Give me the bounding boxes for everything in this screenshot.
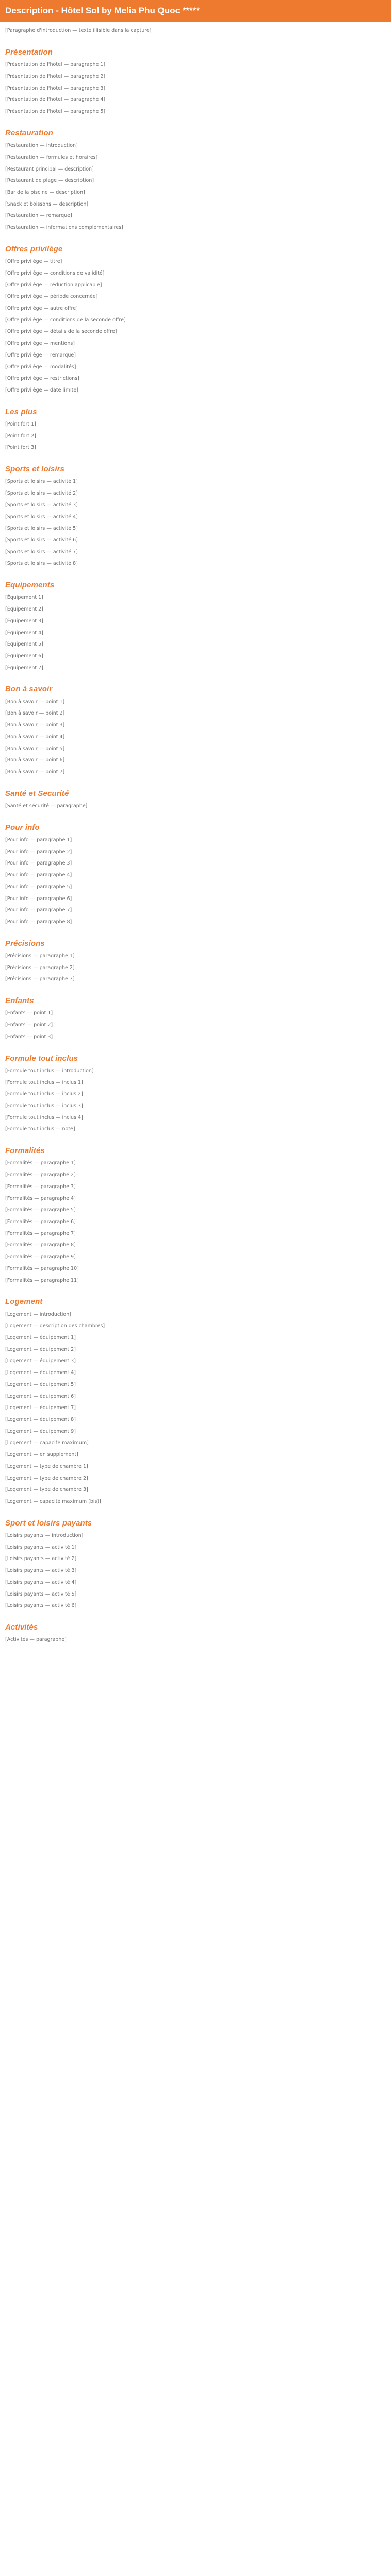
section-paragraph: [Formalités — paragraphe 5]	[5, 1207, 76, 1213]
section-paragraph: [Activités — paragraphe]	[5, 1637, 67, 1643]
section-paragraph: [Formalités — paragraphe 7]	[5, 1230, 76, 1236]
section-title: Bon à savoir	[5, 685, 53, 694]
section-paragraph: [Offre privilège — remarque]	[5, 352, 76, 358]
section-paragraph: [Logement — capacité maximum (bis)]	[5, 1499, 101, 1504]
section-paragraph: [Logement — équipement 6]	[5, 1393, 76, 1399]
section-paragraph: [Offre privilège — réduction applicable]	[5, 282, 102, 288]
section-paragraph: [Bon à savoir — point 3]	[5, 722, 65, 728]
section-paragraph: [Pour info — paragraphe 8]	[5, 919, 72, 925]
section-paragraph: [Loisirs payants — activité 3]	[5, 1568, 77, 1574]
section-paragraph: [Formalités — paragraphe 3]	[5, 1183, 76, 1190]
section-paragraph: [Formalités — paragraphe 9]	[5, 1254, 76, 1260]
section-paragraph: [Sports et loisirs — activité 7]	[5, 549, 78, 555]
section-paragraph: [Restaurant de plage — description]	[5, 178, 94, 184]
section-paragraph: [Précisions — paragraphe 3]	[5, 976, 75, 982]
section-sports	[5, 463, 386, 568]
section-paragraph: [Enfants — point 1]	[5, 1010, 53, 1016]
section-title: Equipements	[5, 581, 55, 590]
section-title: Logement	[5, 1297, 43, 1307]
section-paragraph: [Enfants — point 2]	[5, 1022, 53, 1028]
section-paragraph: [Loisirs payants — activité 4]	[5, 1579, 77, 1585]
section-paragraph: [Formule tout inclus — inclus 3]	[5, 1103, 83, 1109]
section-title: Formalités	[5, 1146, 45, 1156]
section-equipements	[5, 579, 386, 672]
section-paragraph: [Offre privilège — restrictions]	[5, 376, 79, 382]
section-paragraph: [Logement — capacité maximum]	[5, 1440, 89, 1446]
section-paragraph: [Pour info — paragraphe 2]	[5, 849, 72, 855]
section-title: Précisions	[5, 939, 45, 948]
section-bonasavoir	[5, 683, 386, 776]
section-activites	[5, 1621, 386, 1644]
section-paragraph: [Logement — équipement 1]	[5, 1334, 76, 1341]
section-paragraph: [Équipement 6]	[5, 653, 43, 659]
section-paragraph: [Formalités — paragraphe 8]	[5, 1242, 76, 1248]
section-offres	[5, 243, 386, 395]
section-paragraph: [Présentation de l'hôtel — paragraphe 1]	[5, 62, 106, 68]
section-paragraph: [Sports et loisirs — activité 6]	[5, 537, 78, 544]
section-title: Enfants	[5, 996, 34, 1006]
section-paragraph: [Enfants — point 3]	[5, 1033, 53, 1040]
section-title: Activités	[5, 1623, 38, 1632]
section-paragraph: [Offre privilège — autre offre]	[5, 306, 78, 312]
section-logement	[5, 1296, 386, 1505]
section-paragraph: [Offre privilège — date limite]	[5, 387, 78, 394]
section-paragraph: [Équipement 5]	[5, 641, 43, 648]
section-title: Offres privilège	[5, 244, 63, 253]
section-paragraph: [Formule tout inclus — inclus 4]	[5, 1114, 83, 1121]
section-precisions	[5, 938, 386, 984]
section-paragraph: [Point fort 2]	[5, 433, 36, 439]
section-paragraph: [Offre privilège — conditions de la seconde offre]	[5, 317, 126, 323]
section-paragraph: [Logement — équipement 8]	[5, 1416, 76, 1422]
section-paragraph: [Snack et boissons — description]	[5, 201, 89, 207]
section-paragraph: [Pour info — paragraphe 6]	[5, 895, 72, 902]
section-paragraph: [Restauration — informations complémentaires]	[5, 225, 123, 231]
section-paragraph: [Sports et loisirs — activité 1]	[5, 479, 78, 485]
section-paragraph: [Bon à savoir — point 6]	[5, 757, 65, 764]
section-paragraph: [Pour info — paragraphe 7]	[5, 907, 72, 913]
section-paragraph: [Formalités — paragraphe 10]	[5, 1265, 79, 1272]
section-paragraph: [Offre privilège — titre]	[5, 259, 62, 265]
section-paragraph: [Logement — équipement 5]	[5, 1381, 76, 1387]
section-paragraph: [Bon à savoir — point 2]	[5, 710, 65, 717]
section-paragraph: [Présentation de l'hôtel — paragraphe 2]	[5, 74, 106, 80]
section-paragraph: [Bon à savoir — point 4]	[5, 734, 65, 740]
section-title: Sport et loisirs payants	[5, 1518, 92, 1528]
section-paragraph: [Précisions — paragraphe 1]	[5, 953, 75, 959]
section-title: Santé et Securité	[5, 789, 69, 798]
section-paragraph: [Logement — type de chambre 2]	[5, 1475, 88, 1481]
content-root	[0, 22, 391, 1669]
section-paragraph: [Logement — en supplément]	[5, 1452, 78, 1458]
section-paragraph: [Équipement 2]	[5, 606, 43, 613]
section-formule	[5, 1053, 386, 1134]
section-paragraph: [Santé et sécurité — paragraphe]	[5, 803, 88, 809]
section-paragraph: [Formule tout inclus — note]	[5, 1126, 75, 1132]
section-paragraph: [Pour info — paragraphe 1]	[5, 837, 72, 843]
section-restauration	[5, 127, 386, 232]
section-paragraph: [Bon à savoir — point 1]	[5, 699, 65, 705]
section-sante	[5, 788, 386, 810]
hotel-title: Description - Hôtel Sol by Melia Phu Quoc *****	[5, 6, 200, 15]
section-title: Sports et loisirs	[5, 465, 65, 474]
section-paragraph: [Logement — équipement 4]	[5, 1370, 76, 1376]
section-paragraph: [Point fort 3]	[5, 445, 36, 451]
section-paragraph: [Logement — description des chambres]	[5, 1323, 105, 1329]
section-paragraph: [Logement — type de chambre 1]	[5, 1463, 88, 1469]
section-paragraph: [Précisions — paragraphe 2]	[5, 964, 75, 971]
section-enfants	[5, 995, 386, 1041]
section-paragraph: [Logement — type de chambre 3]	[5, 1487, 88, 1493]
section-title: Pour info	[5, 823, 40, 832]
section-title: Restauration	[5, 128, 53, 138]
section-paragraph: [Restaurant principal — description]	[5, 166, 94, 172]
section-paragraph: [Restauration — formules et horaires]	[5, 154, 98, 160]
section-paragraph: [Équipement 7]	[5, 665, 43, 671]
section-paragraph: [Équipement 1]	[5, 595, 43, 601]
section-paragraph: [Formalités — paragraphe 11]	[5, 1277, 79, 1283]
section-paragraph: [Pour info — paragraphe 3]	[5, 860, 72, 867]
section-paragraph: [Restauration — remarque]	[5, 213, 72, 219]
section-paragraph: [Sports et loisirs — activité 3]	[5, 502, 78, 508]
section-paragraph: [Offre privilège — conditions de validité]	[5, 270, 105, 276]
section-paragraph: [Pour info — paragraphe 4]	[5, 872, 72, 878]
section-paragraph: [Logement — équipement 3]	[5, 1358, 76, 1364]
section-paragraph: [Offre privilège — période concernée]	[5, 294, 98, 300]
section-paragraph: [Présentation de l'hôtel — paragraphe 4]	[5, 97, 106, 103]
section-paragraph: [Sports et loisirs — activité 2]	[5, 490, 78, 497]
section-title: Formule tout inclus	[5, 1054, 78, 1063]
section-title: Présentation	[5, 48, 53, 57]
section-paragraph: [Formalités — paragraphe 1]	[5, 1160, 76, 1166]
page-header	[0, 0, 391, 22]
section-paragraph: [Logement — introduction]	[5, 1311, 71, 1317]
section-paragraph: [Bar de la piscine — description]	[5, 190, 85, 196]
section-paragraph: [Offre privilège — modalités]	[5, 364, 76, 370]
section-paragraph: [Loisirs payants — introduction]	[5, 1532, 84, 1538]
section-paragraph: [Paragraphe d'introduction — texte illisible dans la capture]	[5, 28, 152, 34]
section-paragraph: [Présentation de l'hôtel — paragraphe 3]	[5, 85, 106, 91]
section-paragraph: [Formalités — paragraphe 6]	[5, 1218, 76, 1225]
section-title: Les plus	[5, 407, 37, 416]
section-info	[5, 822, 386, 926]
section-paragraph: [Formalités — paragraphe 4]	[5, 1195, 76, 1201]
section-paragraph: [Présentation de l'hôtel — paragraphe 5]	[5, 109, 106, 115]
section-paragraph: [Formule tout inclus — inclus 2]	[5, 1091, 83, 1097]
section-sportloisirs	[5, 1517, 386, 1610]
section-paragraph: [Offre privilège — détails de la seconde offre]	[5, 329, 117, 335]
section-paragraph: [Sports et loisirs — activité 5]	[5, 526, 78, 532]
section-plus	[5, 406, 386, 452]
section-paragraph: [Logement — équipement 7]	[5, 1405, 76, 1411]
sections-container	[5, 27, 386, 1644]
section-presentation	[5, 46, 386, 116]
section-paragraph: [Formule tout inclus — inclus 1]	[5, 1079, 83, 1086]
section-paragraph: [Sports et loisirs — activité 8]	[5, 561, 78, 567]
section-paragraph: [Loisirs payants — activité 6]	[5, 1603, 77, 1609]
section-paragraph: [Bon à savoir — point 5]	[5, 745, 65, 752]
section-paragraph: [Formalités — paragraphe 2]	[5, 1172, 76, 1178]
section-paragraph: [Formule tout inclus — introduction]	[5, 1067, 94, 1074]
section-paragraph: [Pour info — paragraphe 5]	[5, 884, 72, 890]
section-paragraph: [Sports et loisirs — activité 4]	[5, 514, 78, 520]
section-paragraph: [Logement — équipement 2]	[5, 1346, 76, 1352]
section-paragraph: [Équipement 3]	[5, 618, 43, 624]
section-paragraph: [Bon à savoir — point 7]	[5, 769, 65, 775]
section-paragraph: [Restauration — introduction]	[5, 143, 78, 149]
section-intro	[5, 27, 386, 35]
section-paragraph: [Offre privilège — mentions]	[5, 341, 75, 347]
section-paragraph: [Équipement 4]	[5, 630, 43, 636]
section-paragraph: [Loisirs payants — activité 1]	[5, 1544, 77, 1550]
section-paragraph: [Loisirs payants — activité 2]	[5, 1556, 77, 1562]
section-formalites	[5, 1145, 386, 1284]
section-paragraph: [Point fort 1]	[5, 421, 36, 428]
section-paragraph: [Logement — équipement 9]	[5, 1428, 76, 1434]
section-paragraph: [Loisirs payants — activité 5]	[5, 1591, 77, 1597]
